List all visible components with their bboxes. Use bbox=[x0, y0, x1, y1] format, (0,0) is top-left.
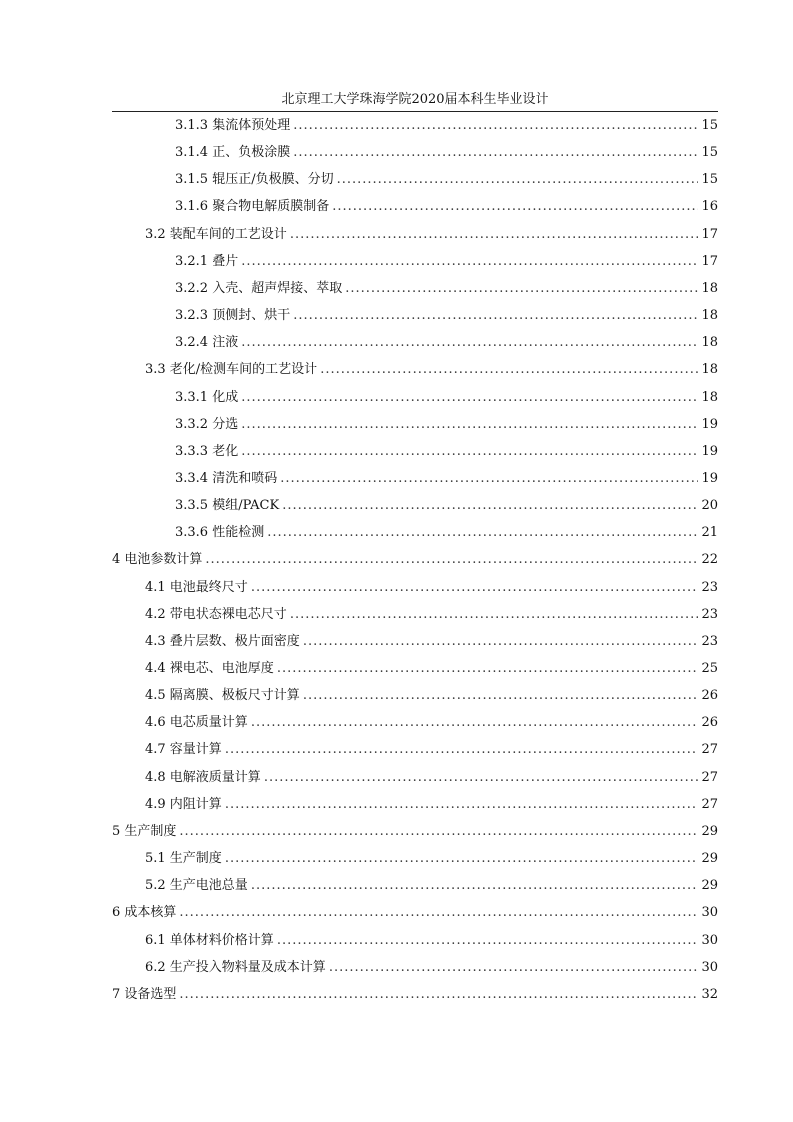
toc-entry[interactable] bbox=[145, 659, 718, 679]
toc-entry-page-number: 32 bbox=[701, 987, 718, 1002]
toc-leader-dots bbox=[345, 279, 698, 299]
toc-leader-dots bbox=[179, 903, 698, 923]
toc-leader-dots bbox=[264, 768, 699, 788]
toc-leader-dots bbox=[320, 360, 698, 380]
toc-entry-page-number: 26 bbox=[701, 715, 718, 730]
toc-entry-page-number: 18 bbox=[701, 335, 718, 350]
toc-leader-dots bbox=[241, 415, 698, 435]
toc-entry[interactable] bbox=[175, 442, 718, 462]
toc-entry[interactable] bbox=[145, 632, 718, 652]
toc-entry[interactable] bbox=[175, 496, 718, 516]
toc-leader-dots bbox=[205, 550, 698, 570]
toc-entry-title: 3.1.5 辊压正/负极膜、分切 bbox=[175, 172, 334, 187]
toc-leader-dots bbox=[241, 333, 698, 353]
toc-entry-page-number: 23 bbox=[701, 634, 718, 649]
toc-entry[interactable] bbox=[175, 469, 718, 489]
toc-entry[interactable] bbox=[145, 849, 718, 869]
toc-entry-title: 4.1 电池最终尺寸 bbox=[145, 580, 248, 595]
toc-entry-page-number: 29 bbox=[701, 878, 718, 893]
toc-entry[interactable] bbox=[145, 795, 718, 815]
toc-entry-title: 3.2.3 顶侧封、烘干 bbox=[175, 308, 291, 323]
toc-leader-dots bbox=[290, 225, 699, 245]
toc-entry-page-number: 22 bbox=[701, 552, 718, 567]
toc-entry-page-number: 27 bbox=[701, 797, 718, 812]
toc-entry[interactable] bbox=[145, 360, 718, 380]
toc-entry-page-number: 19 bbox=[701, 444, 718, 459]
toc-entry[interactable] bbox=[112, 550, 718, 570]
toc-leader-dots bbox=[303, 632, 699, 652]
toc-entry[interactable] bbox=[145, 578, 718, 598]
toc-entry-page-number: 30 bbox=[701, 933, 718, 948]
toc-entry[interactable] bbox=[175, 523, 718, 543]
toc-entry-title: 3.3 老化/检测车间的工艺设计 bbox=[145, 362, 318, 377]
toc-entry-page-number: 21 bbox=[701, 525, 718, 540]
toc-entry-title: 7 设备选型 bbox=[112, 987, 177, 1002]
toc-entry-page-number: 17 bbox=[701, 254, 718, 269]
toc-entry[interactable] bbox=[145, 740, 718, 760]
toc-entry-page-number: 16 bbox=[701, 199, 718, 214]
toc-entry-page-number: 26 bbox=[701, 688, 718, 703]
toc-leader-dots bbox=[179, 822, 698, 842]
toc-entry-title: 3.3.5 模组/PACK bbox=[175, 498, 280, 513]
toc-entry[interactable] bbox=[145, 225, 718, 245]
page-header bbox=[112, 89, 718, 112]
toc-leader-dots bbox=[282, 496, 698, 516]
toc-leader-dots bbox=[329, 958, 699, 978]
toc-entry-page-number: 23 bbox=[701, 607, 718, 622]
toc-entry-title: 4.5 隔离膜、极板尺寸计算 bbox=[145, 688, 300, 703]
toc-leader-dots bbox=[241, 252, 698, 272]
toc-entry-page-number: 18 bbox=[701, 281, 718, 296]
toc-entry-page-number: 30 bbox=[701, 960, 718, 975]
toc-entry-title: 3.2 装配车间的工艺设计 bbox=[145, 227, 287, 242]
toc-entry-page-number: 18 bbox=[701, 362, 718, 377]
toc-entry-page-number: 15 bbox=[701, 145, 718, 160]
toc-entry[interactable] bbox=[145, 605, 718, 625]
toc-entry[interactable] bbox=[112, 903, 718, 923]
toc-leader-dots bbox=[332, 197, 698, 217]
toc-leader-dots bbox=[293, 306, 698, 326]
toc-entry-page-number: 30 bbox=[701, 905, 718, 920]
toc-entry-title: 4.7 容量计算 bbox=[145, 742, 222, 757]
toc-entry-title: 3.2.4 注液 bbox=[175, 335, 239, 350]
toc-entry-title: 4.4 裸电芯、电池厚度 bbox=[145, 661, 274, 676]
toc-entry-title: 4 电池参数计算 bbox=[112, 552, 203, 567]
toc-entry-page-number: 15 bbox=[701, 118, 718, 133]
toc-entry-page-number: 29 bbox=[701, 851, 718, 866]
toc-leader-dots bbox=[303, 686, 699, 706]
toc-entry-title: 4.8 电解液质量计算 bbox=[145, 770, 261, 785]
toc-entry-title: 6.1 单体材料价格计算 bbox=[145, 933, 274, 948]
toc-entry[interactable] bbox=[145, 958, 718, 978]
toc-entry-title: 3.1.4 正、负极涂膜 bbox=[175, 145, 291, 160]
header-title: 北京理工大学珠海学院2020届本科生毕业设计 bbox=[281, 92, 549, 107]
toc-entry-page-number: 23 bbox=[701, 580, 718, 595]
toc-leader-dots bbox=[225, 849, 699, 869]
toc-leader-dots bbox=[179, 985, 698, 1005]
toc-leader-dots bbox=[225, 740, 699, 760]
toc-leader-dots bbox=[293, 116, 698, 136]
toc-entry[interactable] bbox=[145, 686, 718, 706]
toc-entry-page-number: 15 bbox=[701, 172, 718, 187]
toc-entry[interactable] bbox=[175, 279, 718, 299]
toc-leader-dots bbox=[337, 170, 699, 190]
toc-entry-page-number: 18 bbox=[701, 390, 718, 405]
toc-entry-title: 6.2 生产投入物料量及成本计算 bbox=[145, 960, 326, 975]
toc-entry[interactable] bbox=[175, 197, 718, 217]
toc-entry-title: 6 成本核算 bbox=[112, 905, 177, 920]
toc-entry-page-number: 19 bbox=[701, 471, 718, 486]
toc-entry-title: 3.3.3 老化 bbox=[175, 444, 239, 459]
toc-entry-page-number: 25 bbox=[701, 661, 718, 676]
toc-entry-title: 4.2 带电状态裸电芯尺寸 bbox=[145, 607, 287, 622]
toc-leader-dots bbox=[251, 713, 699, 733]
toc-entry[interactable] bbox=[175, 333, 718, 353]
toc-entry-title: 4.6 电芯质量计算 bbox=[145, 715, 248, 730]
toc-entry-page-number: 17 bbox=[701, 227, 718, 242]
toc-entry[interactable] bbox=[175, 306, 718, 326]
toc-leader-dots bbox=[251, 578, 699, 598]
toc-entry[interactable] bbox=[175, 415, 718, 435]
toc-entry[interactable] bbox=[145, 876, 718, 896]
toc-entry-title: 3.3.1 化成 bbox=[175, 390, 239, 405]
toc-entry-title: 3.3.6 性能检测 bbox=[175, 525, 265, 540]
toc-entry-title: 3.1.6 聚合物电解质膜制备 bbox=[175, 199, 330, 214]
toc-entry[interactable] bbox=[175, 252, 718, 272]
toc-entry[interactable] bbox=[112, 985, 718, 1005]
toc-entry-page-number: 20 bbox=[701, 498, 718, 513]
toc-leader-dots bbox=[290, 605, 699, 625]
toc-entry-page-number: 29 bbox=[701, 824, 718, 839]
toc-entry-page-number: 18 bbox=[701, 308, 718, 323]
toc-entry-title: 3.3.4 清洗和喷码 bbox=[175, 471, 278, 486]
toc-entry-title: 3.1.3 集流体预处理 bbox=[175, 118, 291, 133]
toc-entry[interactable] bbox=[145, 713, 718, 733]
toc-entry-title: 4.9 内阻计算 bbox=[145, 797, 222, 812]
toc-entry-title: 3.2.1 叠片 bbox=[175, 254, 239, 269]
toc-leader-dots bbox=[241, 442, 698, 462]
toc-leader-dots bbox=[225, 795, 699, 815]
toc-entry[interactable] bbox=[175, 388, 718, 408]
toc-leader-dots bbox=[267, 523, 698, 543]
toc-entry[interactable] bbox=[112, 822, 718, 842]
toc-entry[interactable] bbox=[145, 931, 718, 951]
toc-entry-page-number: 27 bbox=[701, 770, 718, 785]
toc-entry-title: 5.1 生产制度 bbox=[145, 851, 222, 866]
toc-entry-page-number: 19 bbox=[701, 417, 718, 432]
toc-leader-dots bbox=[251, 876, 699, 896]
toc-entry[interactable] bbox=[175, 143, 718, 163]
toc-entry[interactable] bbox=[145, 768, 718, 788]
toc-leader-dots bbox=[277, 659, 699, 679]
toc-entry[interactable] bbox=[175, 116, 718, 136]
toc-entry-title: 4.3 叠片层数、极片面密度 bbox=[145, 634, 300, 649]
toc-leader-dots bbox=[241, 388, 698, 408]
toc-entry-title: 5 生产制度 bbox=[112, 824, 177, 839]
toc-entry-title: 5.2 生产电池总量 bbox=[145, 878, 248, 893]
toc-entry-title: 3.2.2 入壳、超声焊接、萃取 bbox=[175, 281, 343, 296]
toc-entry-page-number: 27 bbox=[701, 742, 718, 757]
toc-entry-title: 3.3.2 分选 bbox=[175, 417, 239, 432]
toc-leader-dots bbox=[280, 469, 698, 489]
toc-entry[interactable] bbox=[175, 170, 718, 190]
toc-leader-dots bbox=[277, 931, 699, 951]
toc-leader-dots bbox=[293, 143, 698, 163]
